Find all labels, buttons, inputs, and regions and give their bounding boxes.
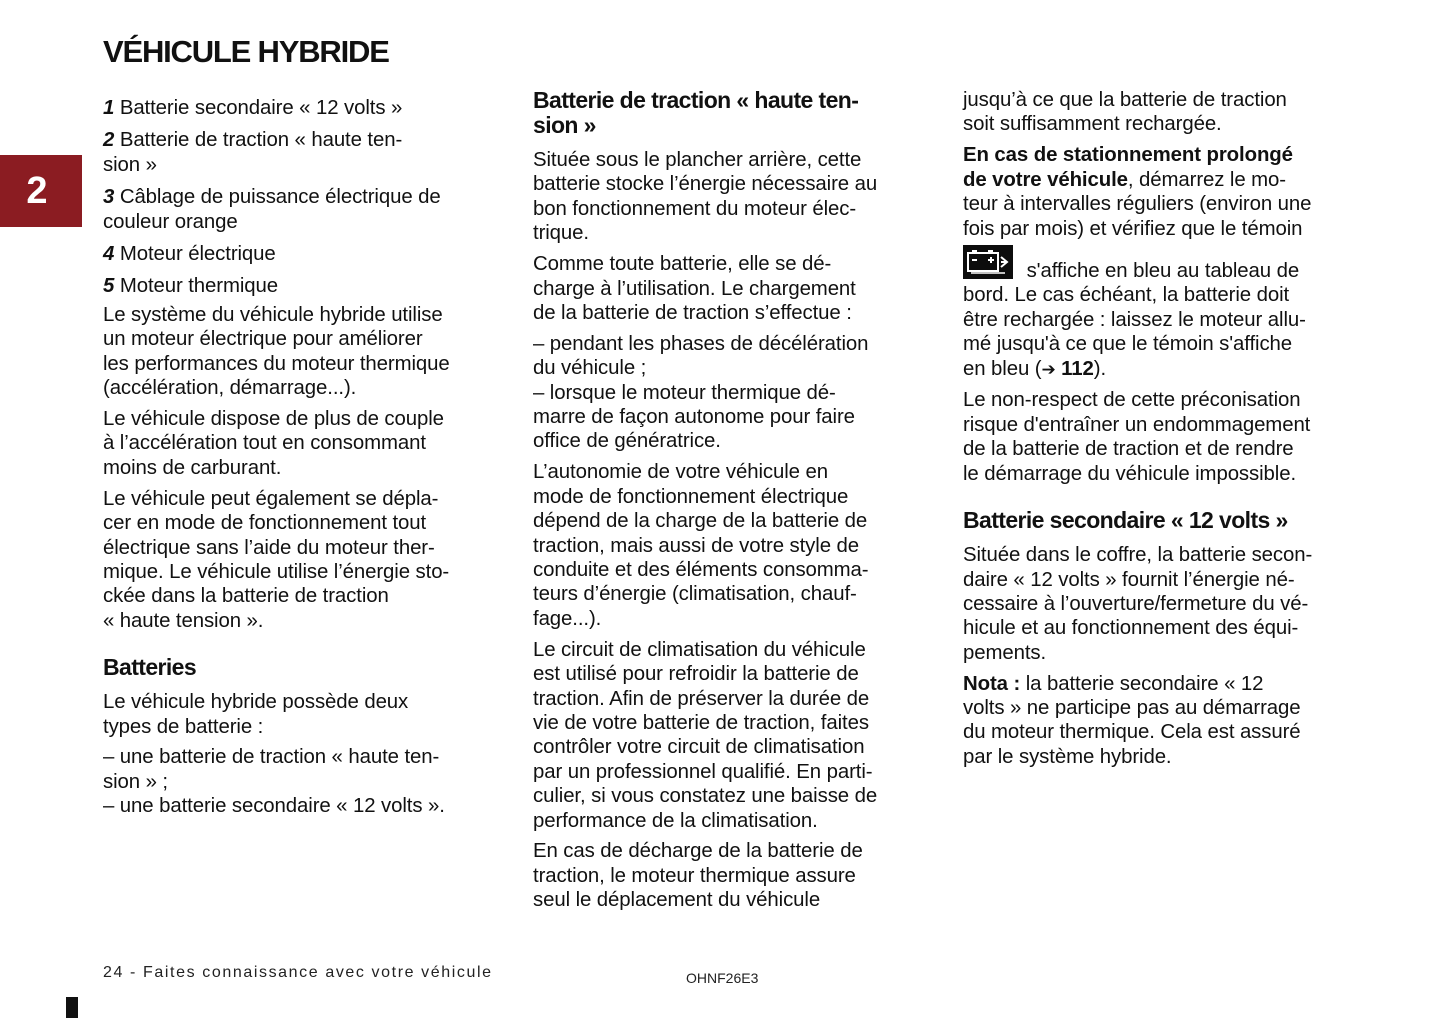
paragraph: jusqu’à ce que la batterie de traction soit suffisamment rechargée. (963, 89, 1287, 136)
page-reference-link[interactable]: 112 (1055, 357, 1094, 380)
paragraph: En cas de stationnement prolongé de votre véhicule, démarrez le mo- teur à intervalles réguliers (environ une fois par mois) et vérifiez que le témoin (963, 144, 1312, 240)
legend-list (103, 96, 483, 299)
legend-item: 1 Batterie secondaire « 12 volts » (103, 97, 403, 119)
nota-paragraph: Nota : la batterie secondaire « 12 volts » ne participe pas au démarrage du moteur thermique. Cela est assuré par le système hybride. (963, 672, 1301, 768)
paragraph: Située sous le plancher arrière, cette batterie stocke l’énergie nécessaire au bon fonctionnement du moteur élec- trique. (533, 149, 878, 245)
column-2 (533, 88, 913, 919)
section-heading-secondary-battery: Batterie secondaire « 12 volts » (963, 507, 1288, 534)
paragraph: Le non-respect de cette préconisation risque d'entraîner un endommagement de la batterie de traction et de rendre le démarrage du véhicule impossible. (963, 389, 1311, 485)
battery-charge-icon (963, 245, 1013, 279)
corner-mark (66, 997, 78, 1018)
paragraph: Le véhicule peut également se dépla- cer en mode de fonctionnement tout électrique sans l’aide du moteur ther- mique. Le véhicule utilise l’énergie sto- ckée dans la batterie de traction « haute tension ». (103, 487, 450, 632)
paragraph: Le véhicule dispose de plus de couple à l’accélération tout en consommant moins de carburant. (103, 407, 444, 479)
legend-item: 4 Moteur électrique (103, 243, 276, 266)
section-heading-traction-battery: Batterie de traction « haute ten- sion » (533, 87, 859, 138)
chapter-tab: 2 (0, 155, 82, 227)
section-heading-batteries: Batteries (103, 654, 197, 681)
arrow-right-icon: ➔ (1041, 359, 1056, 380)
paragraph: Le système du véhicule hybride utilise un moteur électrique pour améliorer les performances du moteur thermique (accélération, démarrage...). (103, 303, 450, 400)
dash-item: – lorsque le moteur thermique dé- marre de façon autonome pour faire office de génératrice. (533, 381, 855, 453)
page-title: VÉHICULE HYBRIDE (103, 34, 389, 69)
footer-page-label: 24 - Faites connaissance avec votre véhicule (103, 964, 493, 981)
legend-item: 3 Câblage de puissance électrique de couleur orange (103, 186, 441, 233)
paragraph: Comme toute batterie, elle se dé- charge à l’utilisation. Le chargement de la batterie de traction s’effectue : (533, 253, 856, 324)
paragraph: Le véhicule hybride possède deux types de batterie : (103, 691, 409, 738)
paragraph: Située dans le coffre, la batterie secon- daire « 12 volts » fournit l’énergie né- cessaire à l’ouverture/fermeture du vé- hicule et au fonctionnement des équi- pements. (963, 544, 1313, 664)
dash-item: – une batterie secondaire « 12 volts ». (103, 795, 445, 818)
paragraph: En cas de décharge de la batterie de traction, le moteur thermique assure seul le déplacement du véhicule (533, 840, 863, 912)
legend-item: 5 Moteur thermique (103, 275, 279, 298)
paragraph: Le circuit de climatisation du véhicule est utilisé pour refroidir la batterie de traction. Afin de préserver la durée de vie de votre batterie de traction, faites contrôler votre circuit de climatisation par un professionnel qualifié. En parti- culier, si vous constatez une baisse de performance de la climatisation. (533, 638, 878, 832)
legend-item: 2 Batterie de traction « haute ten- sion » (103, 129, 403, 176)
dash-item: – pendant les phases de décélération du véhicule ; (533, 332, 869, 380)
footer-code: OHNF26E3 (686, 970, 759, 986)
column-1 (103, 88, 483, 825)
column-3 (963, 88, 1343, 776)
dash-item: – une batterie de traction « haute ten- sion » ; (103, 746, 440, 793)
paragraph: L’autonomie de votre véhicule en mode de fonctionnement électrique dépend de la charge de la batterie de traction, mais aussi de votre style de conduite et des éléments consomma- teurs d’énergie (climatisation, chauf- fage...). (533, 461, 869, 630)
paragraph: s'affiche en bleu au tableau de bord. Le cas échéant, la batterie doit être rechargée : laissez le moteur allu- mé jusqu'à ce que le témoin s'affiche en bleu (➔ 112). (963, 245, 1343, 382)
